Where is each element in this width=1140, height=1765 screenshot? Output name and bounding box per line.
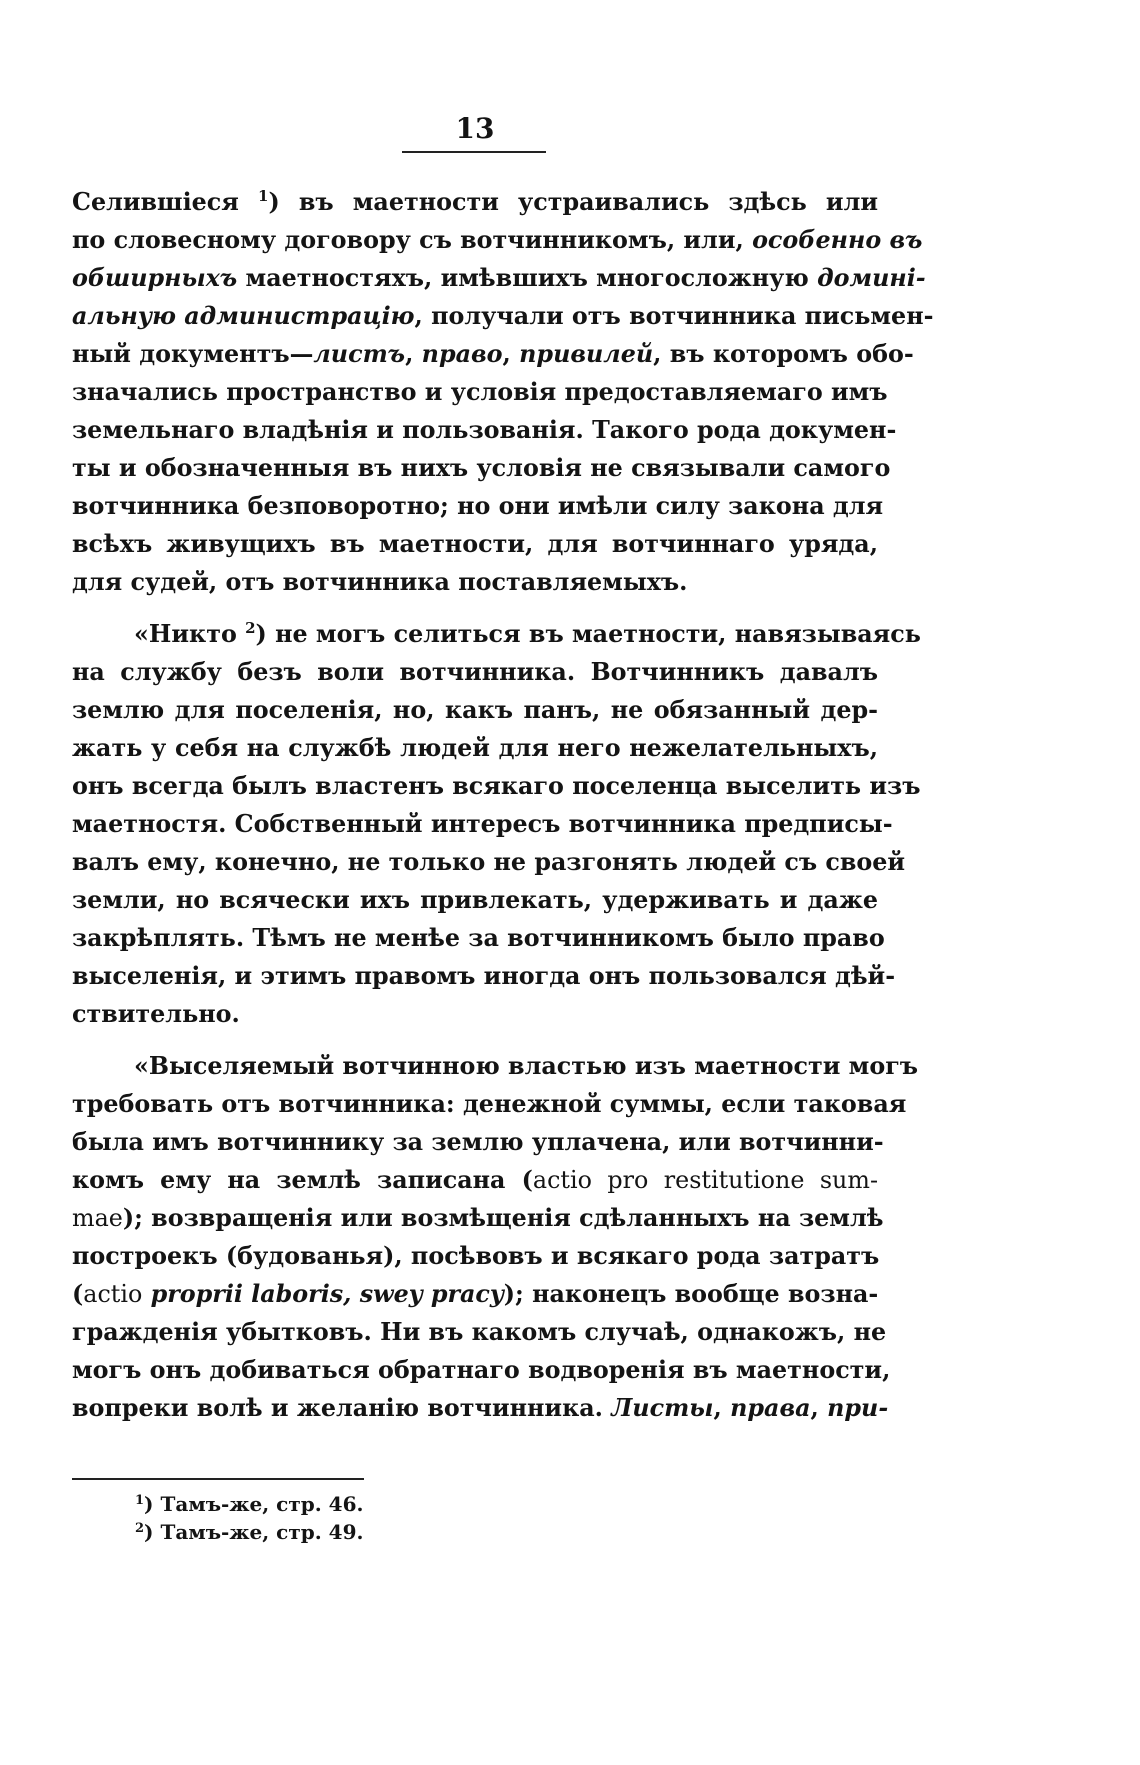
text-segment: закрѣплять. Тѣмъ не менѣе за вотчинникомъ было право bbox=[72, 924, 885, 952]
footnote-mark: 2 bbox=[135, 1521, 145, 1536]
text-line bbox=[72, 767, 921, 805]
paragraph-gap bbox=[72, 1033, 878, 1047]
text-segment: земельнаго владѣнія и пользованія. Такого рода докумен- bbox=[72, 416, 897, 444]
text-segment: «Никто bbox=[134, 620, 246, 648]
text-segment: , bbox=[810, 1394, 828, 1422]
text-line bbox=[72, 729, 878, 767]
italic-text: право bbox=[421, 340, 503, 368]
text-segment: ( bbox=[72, 1280, 84, 1308]
text-segment: ) въ маетности устраивались здѣсь или bbox=[268, 188, 878, 216]
text-line bbox=[72, 995, 878, 1033]
text-segment: , въ которомъ обо- bbox=[653, 340, 914, 368]
text-segment: для судей, отъ вотчинника поставляемыхъ. bbox=[72, 568, 688, 596]
italic-text: права bbox=[730, 1394, 811, 1422]
text-line bbox=[72, 525, 878, 563]
text-segment: комъ ему на землѣ записана ( bbox=[72, 1166, 533, 1194]
footnote bbox=[135, 1518, 363, 1546]
text-segment: ); возвращенія или возмѣщенія сдѣланныхъ на землѣ bbox=[122, 1204, 884, 1232]
text-segment: гражденія убытковъ. Ни въ какомъ случаѣ, однакожъ, не bbox=[72, 1318, 887, 1346]
text-line bbox=[72, 1199, 884, 1237]
text-line bbox=[72, 843, 906, 881]
text-segment: была имъ вотчиннику за землю уплачена, или вотчинни- bbox=[72, 1128, 884, 1156]
text-segment: построекъ (будованья), посѣвовъ и всякаго рода затратъ bbox=[72, 1242, 880, 1270]
text-line bbox=[72, 615, 921, 653]
text-line bbox=[72, 919, 885, 957]
footnote-text: ) Тамъ-же, стр. 49. bbox=[144, 1520, 364, 1544]
footnote bbox=[135, 1490, 363, 1518]
italic-text: proprii laboris, swey pracy bbox=[150, 1280, 504, 1308]
text-segment: ный документъ— bbox=[72, 340, 314, 368]
text-line bbox=[72, 1085, 907, 1123]
text-segment: «Выселяемый вотчинною властью изъ маетности могъ bbox=[134, 1052, 919, 1080]
text-segment: жать у себя на службѣ людей для него нежелательныхъ, bbox=[72, 734, 878, 762]
footnote-rule bbox=[72, 1478, 364, 1480]
italic-text: листъ bbox=[313, 340, 406, 368]
text-segment: выселенія, и этимъ правомъ иногда онъ пользовался дѣй- bbox=[72, 962, 896, 990]
text-segment: actio pro restitutione sum- bbox=[532, 1166, 878, 1194]
text-line bbox=[72, 881, 878, 919]
text-line bbox=[72, 1047, 919, 1085]
text-line bbox=[72, 373, 888, 411]
text-line bbox=[72, 1313, 887, 1351]
text-line bbox=[72, 957, 896, 995]
text-segment: могъ онъ добиваться обратнаго водворенія въ маетности, bbox=[72, 1356, 891, 1384]
text-line bbox=[72, 259, 926, 297]
text-segment: ты и обозначенныя въ нихъ условія не связывали самого bbox=[72, 454, 891, 482]
text-segment: вопреки волѣ и желанію вотчинника. bbox=[72, 1394, 612, 1422]
text-segment: Селившіеся bbox=[72, 188, 258, 216]
text-segment: маетностяхъ, имѣвшихъ многосложную bbox=[237, 264, 818, 292]
paragraph-gap bbox=[72, 601, 878, 615]
text-line bbox=[72, 1123, 884, 1161]
italic-text: при- bbox=[827, 1394, 889, 1422]
text-line bbox=[72, 487, 884, 525]
italic-text: домині- bbox=[817, 264, 926, 292]
footnote-ref: 2 bbox=[245, 619, 256, 637]
text-line bbox=[72, 297, 934, 335]
text-segment: валъ ему, конечно, не только не разгонять людей съ своей bbox=[72, 848, 906, 876]
text-segment: , bbox=[713, 1394, 731, 1422]
text-segment: ствительно. bbox=[72, 1000, 240, 1028]
text-segment: actio bbox=[83, 1280, 143, 1308]
text-segment: по словесному договору съ вотчинникомъ, или, bbox=[72, 226, 753, 254]
text-segment: земли, но всячески ихъ привлекать, удерживать и даже bbox=[72, 886, 878, 914]
page-number: 13 bbox=[455, 112, 495, 145]
text-segment: на службу безъ воли вотчинника. Вотчинникъ давалъ bbox=[72, 658, 878, 686]
text-line bbox=[72, 221, 923, 259]
italic-text: особенно въ bbox=[752, 226, 923, 254]
text-segment: вотчинника безповоротно; но они имѣли силу закона для bbox=[72, 492, 884, 520]
text-line bbox=[72, 1389, 889, 1427]
footnotes bbox=[135, 1490, 363, 1546]
footnote-text: ) Тамъ-же, стр. 46. bbox=[144, 1492, 364, 1516]
text-segment: ); наконецъ вообще возна- bbox=[503, 1280, 879, 1308]
text-segment: , bbox=[502, 340, 520, 368]
text-line bbox=[72, 805, 893, 843]
text-segment: землю для поселенія, но, какъ панъ, не обязанный дер- bbox=[72, 696, 878, 724]
text-segment: ) не могъ селиться въ маетности, навязываясь bbox=[255, 620, 921, 648]
text-segment: требовать отъ вотчинника: денежной суммы, если таковая bbox=[72, 1090, 907, 1118]
text-segment: , bbox=[405, 340, 422, 368]
body-text bbox=[72, 183, 934, 1427]
text-segment: онъ всегда былъ властенъ всякаго поселенца выселить изъ bbox=[72, 772, 921, 800]
italic-text: Листы bbox=[611, 1394, 714, 1422]
header-rule bbox=[402, 151, 546, 153]
italic-text: обширныхъ bbox=[72, 264, 238, 292]
text-line bbox=[72, 411, 897, 449]
text-line bbox=[72, 653, 878, 691]
text-segment bbox=[142, 1280, 150, 1308]
text-line bbox=[72, 1351, 891, 1389]
text-segment: mae bbox=[72, 1204, 123, 1232]
footnote-mark: 1 bbox=[135, 1493, 145, 1508]
footnote-ref: 1 bbox=[258, 187, 269, 205]
text-line bbox=[72, 1275, 878, 1313]
text-line bbox=[72, 1237, 878, 1275]
text-line bbox=[72, 691, 878, 729]
text-line bbox=[72, 563, 878, 601]
text-segment: всѣхъ живущихъ въ маетности, для вотчиннаго уряда, bbox=[72, 530, 878, 558]
text-line bbox=[72, 335, 914, 373]
text-line bbox=[72, 449, 891, 487]
italic-text: альную администрацію bbox=[72, 302, 415, 330]
text-line bbox=[72, 183, 878, 221]
italic-text: привилей bbox=[519, 340, 654, 368]
text-segment: значались пространство и условія предоставляемаго имъ bbox=[72, 378, 888, 406]
text-line bbox=[72, 1161, 878, 1199]
text-segment: маетностя. Собственный интересъ вотчинника предписы- bbox=[72, 810, 893, 838]
text-segment: , получали отъ вотчинника письмен- bbox=[414, 302, 934, 330]
